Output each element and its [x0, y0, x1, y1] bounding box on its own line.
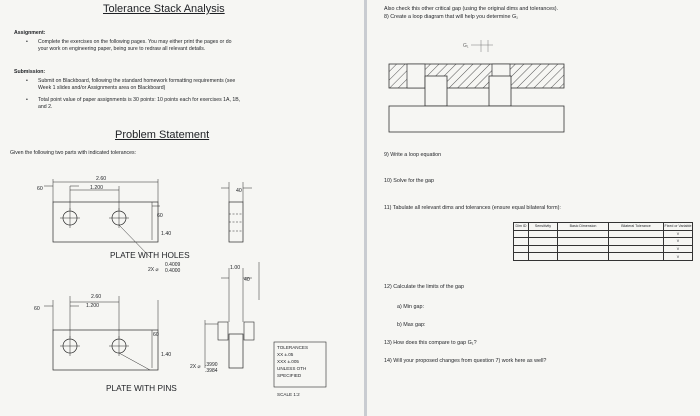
- svg-text:1.40: 1.40: [161, 231, 172, 237]
- hole-plate-outline: [53, 202, 158, 242]
- tolerance-line-4: UNLESS OTH: [277, 366, 307, 371]
- svg-text:2.60: 2.60: [91, 294, 102, 300]
- q13: 13) How does this compare to gap G₁?: [384, 340, 477, 346]
- tolerance-line-6: SCALE 1:2: [277, 392, 300, 397]
- q10: 10) Solve for the gap: [384, 178, 435, 184]
- intro-line-2: 8) Create a loop diagram that will help you determine G₁: [384, 14, 518, 20]
- pin-callout-upper: .3990: [205, 362, 218, 368]
- right-page: [367, 0, 700, 416]
- bullet-icon: •: [26, 78, 28, 84]
- q14: 14) Will your proposed changes from question 7) work here as well?: [384, 358, 547, 364]
- tolerance-line-3: XXX ±.005: [277, 359, 299, 364]
- tolerance-line-2: XX ±.05: [277, 352, 294, 357]
- table-cell-v: V: [664, 245, 693, 253]
- intro-line-1: Also check this other critical gap (using the original dims and tolerances).: [384, 6, 559, 12]
- submission-heading: Submission:: [14, 69, 46, 75]
- q11: 11) Tabulate all relevant dims and tolerances (ensure equal bilateral form):: [384, 205, 561, 211]
- table-cell-v: V: [664, 230, 693, 238]
- plate-with-holes-label: PLATE WITH HOLES: [110, 250, 190, 260]
- th-dim: Dim ID: [514, 223, 529, 231]
- pin-callout-prefix: 2X ⌀: [190, 364, 201, 370]
- q12a: a) Min gap:: [397, 304, 424, 310]
- bullet-icon: •: [26, 97, 28, 103]
- th-fixed: Fixed or Variable: [664, 224, 692, 229]
- assignment-heading: Assignment:: [14, 30, 46, 36]
- hole-callout-lower: 0.4000: [165, 268, 181, 274]
- assignment-line-1: Complete the exercises on the following pages. You may either print the pages or do: [38, 39, 232, 45]
- pin-plate-outline: [53, 330, 158, 370]
- svg-text:2.60: 2.60: [96, 176, 107, 182]
- tolerance-table: [513, 222, 693, 261]
- svg-text:60: 60: [34, 306, 40, 312]
- svg-text:1.200: 1.200: [90, 185, 103, 191]
- svg-text:60: 60: [37, 186, 43, 192]
- hole-callout-prefix: 2X ⌀: [148, 267, 159, 273]
- th-basic: Basic Dimension: [558, 223, 609, 231]
- submission-line-1: Submit on Blackboard, following the standard homework formatting requirements (see: [38, 78, 236, 84]
- table-cell-v: V: [664, 253, 693, 261]
- given-text: Given the following two parts with indicated tolerances:: [10, 150, 137, 156]
- q12: 12) Calculate the limits of the gap: [384, 284, 465, 290]
- tolerance-line-1: TOLERANCES: [277, 345, 309, 350]
- gap-label: G₁: [463, 43, 469, 49]
- svg-text:60: 60: [157, 213, 163, 219]
- q9: 9) Write a loop equation: [384, 152, 442, 158]
- th-sensitivity: Sensitivity: [529, 223, 558, 231]
- th-bilateral: Bilateral Tolerance: [609, 223, 664, 231]
- svg-text:60: 60: [153, 332, 159, 338]
- q12b: b) Max gap:: [397, 322, 426, 328]
- assignment-line-2: your work on engineering paper, being sure to redraw all relevant details.: [38, 46, 206, 52]
- page-title: Tolerance Stack Analysis: [103, 3, 225, 15]
- pin-callout-lower: .3984: [205, 368, 218, 374]
- hole-callout-upper: 0.4009: [165, 262, 181, 268]
- svg-text:40: 40: [236, 188, 242, 194]
- svg-text:1.200: 1.200: [86, 303, 99, 309]
- plate-with-pins-label: PLATE WITH PINS: [106, 383, 177, 393]
- submission-line-2: Week 1 slides and/or Assignments area on Blackboard): [38, 85, 166, 91]
- svg-text:1.40: 1.40: [161, 352, 172, 358]
- submission-line-4: and 2.: [38, 104, 53, 110]
- svg-text:40: 40: [244, 277, 250, 283]
- submission-line-3: Total point value of paper assignments is 30 points: 10 points each for exercises 1A, 1B,: [38, 97, 241, 103]
- svg-text:1.00: 1.00: [230, 265, 241, 271]
- table-cell-v: V: [664, 238, 693, 246]
- bullet-icon: •: [26, 39, 28, 45]
- tolerance-line-5: SPECIFIED: [277, 373, 302, 378]
- gap-diagram: [367, 0, 700, 150]
- problem-heading: Problem Statement: [115, 129, 210, 141]
